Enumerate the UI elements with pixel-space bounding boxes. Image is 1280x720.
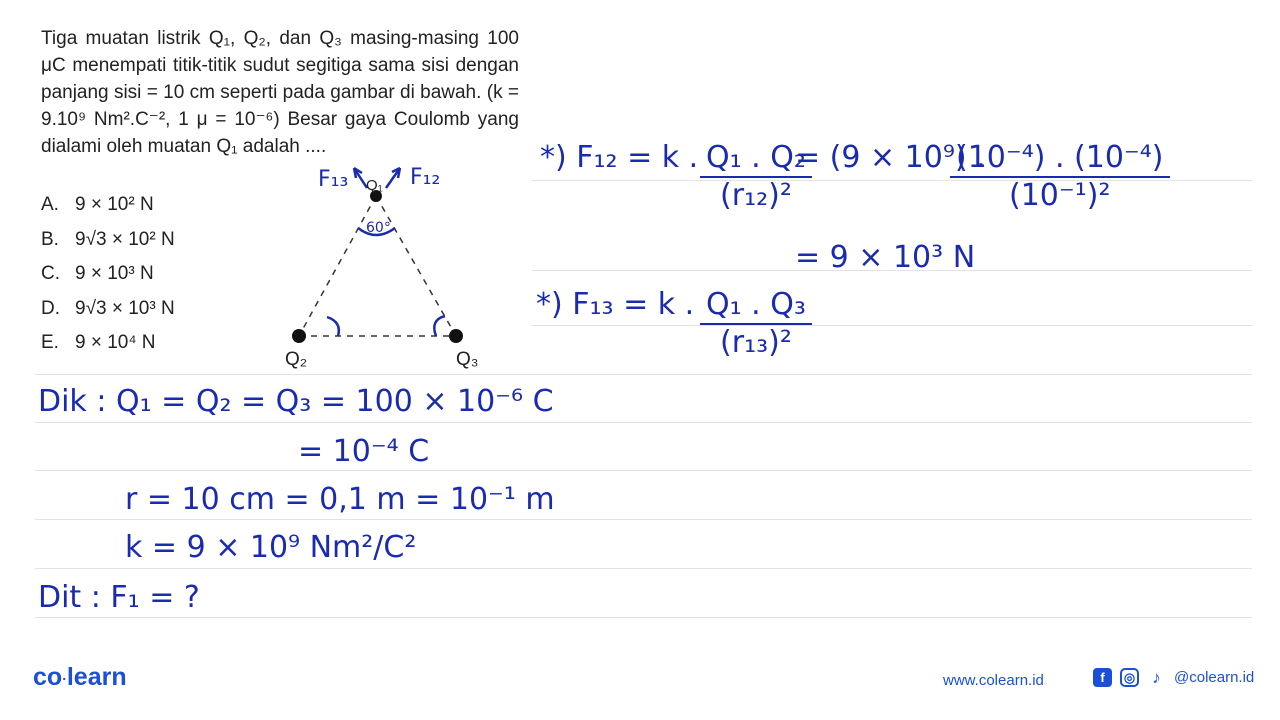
f12-numerator: Q₁ . Q₂	[700, 140, 812, 178]
choice-letter: E.	[41, 332, 59, 353]
f12-numerator-values: (10⁻⁴) . (10⁻⁴)	[950, 140, 1170, 178]
charge-q3-dot	[449, 329, 463, 343]
f12-denominator-values: (10⁻¹)²	[1009, 178, 1111, 213]
label-q3: Q₃	[456, 349, 479, 370]
facebook-icon[interactable]: f	[1093, 668, 1112, 687]
f13-denominator: (r₁₃)²	[720, 325, 792, 360]
f12-denominator: (r₁₂)²	[720, 178, 792, 213]
charge-q2-dot	[292, 329, 306, 343]
dik-line-1: Dik : Q₁ = Q₂ = Q₃ = 100 × 10⁻⁶ C	[38, 384, 554, 419]
f13-fraction	[700, 287, 812, 361]
label-q1: Q₁	[366, 177, 383, 194]
label-f13: F₁₃	[318, 167, 349, 192]
rule-line	[532, 325, 1252, 326]
triangle-figure	[270, 160, 500, 375]
f13-prefix: *) F₁₃ = k .	[536, 287, 695, 322]
problem-statement	[41, 25, 519, 160]
rule-line	[35, 374, 1252, 375]
label-q2: Q₂	[285, 349, 308, 370]
f12-prefix: *) F₁₂ = k .	[540, 140, 699, 175]
rule-line	[35, 470, 1252, 471]
choice-letter: A.	[41, 194, 59, 215]
dit-line: Dit : F₁ = ?	[38, 580, 200, 615]
rule-line	[35, 568, 1252, 569]
label-angle: 60°	[366, 220, 391, 236]
choice-letter: C.	[41, 263, 60, 284]
choice-letter: B.	[41, 229, 59, 250]
choice-c	[41, 262, 154, 286]
label-f12: F₁₂	[410, 165, 441, 190]
colearn-logo[interactable]	[33, 663, 127, 692]
f13-numerator: Q₁ . Q₃	[700, 287, 812, 325]
choice-text: 9 × 10⁴ N	[75, 332, 156, 353]
angle-arc-left	[327, 317, 339, 336]
dik-radius: r = 10 cm = 0,1 m = 10⁻¹ m	[125, 482, 555, 517]
choice-text: 9√3 × 10² N	[75, 229, 175, 250]
side-q1-q2	[299, 196, 376, 336]
logo-right: learn	[66, 663, 127, 691]
choice-e	[41, 331, 156, 355]
instagram-icon[interactable]: ◎	[1120, 668, 1139, 687]
social-handle[interactable]: @colearn.id	[1174, 669, 1255, 686]
choice-text: 9 × 10² N	[75, 194, 154, 215]
rule-line	[35, 519, 1252, 520]
f12-fraction-values	[950, 140, 1170, 214]
rule-line	[35, 422, 1252, 423]
angle-arc-right	[434, 316, 445, 336]
choice-text: 9 × 10³ N	[75, 263, 154, 284]
f12-result: = 9 × 10³ N	[795, 240, 976, 275]
choice-a	[41, 193, 154, 217]
rule-line	[35, 617, 1252, 618]
dik-line-2: = 10⁻⁴ C	[298, 434, 430, 469]
tiktok-icon[interactable]: ♪	[1152, 667, 1161, 687]
choice-letter: D.	[41, 298, 60, 319]
choice-b	[41, 228, 175, 252]
logo-left: co	[33, 663, 63, 691]
problem-text: Tiga muatan listrik Q₁, Q₂, dan Q₃ masing-masing 100 μC menempati titik-titik sudut segitiga sama sisi dengan panjang sisi = 10 cm seperti pada gambar di bawah. (k = 9.10⁹ Nm².C⁻², 1 μ = 10⁻⁶) Besar gaya Coulomb yang dialami oleh muatan Q₁ adalah ....	[41, 28, 519, 157]
choice-d	[41, 297, 175, 321]
f12-substitution: = (9 × 10⁹) .	[795, 140, 986, 175]
social-links	[1093, 668, 1254, 687]
choice-text: 9√3 × 10³ N	[75, 298, 175, 319]
logo-dot: ·	[62, 670, 67, 687]
website-link[interactable]: www.colearn.id	[943, 672, 1044, 689]
dik-constant: k = 9 × 10⁹ Nm²/C²	[125, 530, 417, 565]
